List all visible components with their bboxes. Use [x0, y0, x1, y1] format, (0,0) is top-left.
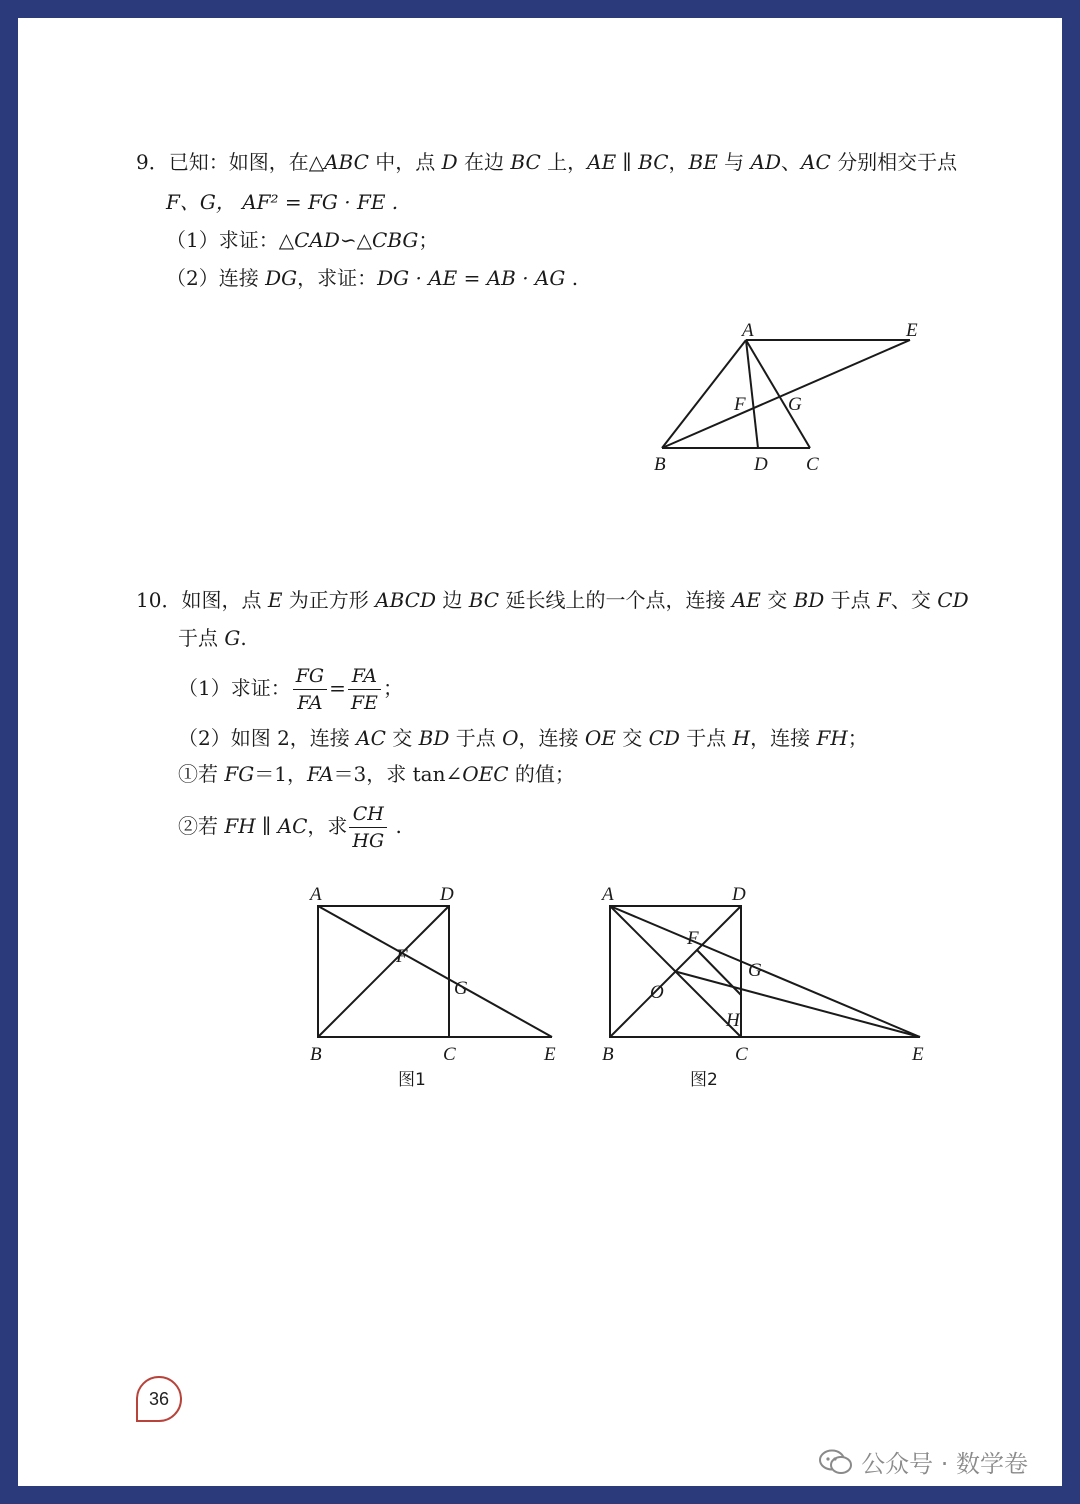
figure-q10-2: [592, 878, 932, 1093]
label-e: E: [912, 1044, 924, 1065]
label-d: D: [440, 884, 454, 905]
q9-part2: （2）连接 DG，求证：DG · AE = AB · AG .: [166, 266, 579, 290]
label-g: G: [748, 960, 762, 981]
label-f: F: [396, 946, 408, 967]
segment-oe: [676, 972, 921, 1038]
figure-caption-2: 图2: [690, 1070, 718, 1090]
q10-line1: 10．如图，点 E 为正方形 ABCD 边 BC 延长线上的一个点，连接 AE 交 BD 于点 F、交 CD: [136, 588, 969, 612]
label-a: A: [742, 320, 754, 341]
label-f: F: [734, 394, 746, 415]
segment-fh: [697, 950, 741, 995]
figure-q10-1: [300, 878, 570, 1093]
segment-ae: [318, 906, 552, 1037]
q9-line2: F、G， AF² = FG · FE .: [166, 190, 399, 214]
fraction-fg-fa: $\frac{FG}{FA}$: [293, 663, 327, 716]
exam-page: [18, 18, 1062, 1486]
label-a: A: [602, 884, 614, 905]
label-g: G: [788, 394, 802, 415]
label-b: B: [602, 1044, 614, 1065]
q10-part2: （2）如图 2，连接 AC 交 BD 于点 O，连接 OE 交 CD 于点 H，连接 FH；: [178, 726, 868, 750]
label-a: A: [310, 884, 322, 905]
label-d: D: [754, 454, 768, 475]
q9-line1: 9．已知：如图，在△ABC 中，点 D 在边 BC 上，AE ∥ BC，BE 与 AD、AC 分别相交于点: [136, 150, 958, 174]
label-f: F: [687, 928, 699, 949]
figure-caption-1: 图1: [398, 1070, 426, 1090]
label-d: D: [732, 884, 746, 905]
label-c: C: [443, 1044, 456, 1065]
label-g: G: [454, 978, 468, 999]
segment-be: [662, 340, 910, 448]
fraction-fa-fe: $\frac{FA}{FE}$: [348, 663, 381, 716]
q10-sub2: ②若 FH ∥ AC，求 $\frac{CH}{HG}$ .: [178, 803, 402, 852]
label-c: C: [806, 454, 819, 475]
q10-sub1: ①若 FG＝1，FA＝3，求 tan∠OEC 的值；: [178, 762, 575, 786]
label-h: H: [726, 1010, 740, 1031]
watermark-text: 公众号 · 数学卷: [861, 1450, 1028, 1478]
label-b: B: [654, 454, 666, 475]
figure-q9: [638, 318, 938, 498]
segment-bd: [318, 906, 449, 1037]
q10-part1: （1）求证： $\frac{FG}{FA}$ = $\frac{FA}{FE}$ ；: [178, 665, 403, 714]
chat-bubble-icon: [819, 1449, 853, 1475]
watermark: [819, 1444, 1028, 1479]
label-e: E: [906, 320, 918, 341]
label-b: B: [310, 1044, 322, 1065]
q10-line2: 于点 G.: [178, 626, 247, 650]
fraction-ch-hg: $\frac{CH}{HG}$: [349, 801, 387, 854]
segment-ae: [610, 906, 920, 1037]
label-c: C: [735, 1044, 748, 1065]
page-number: 36: [136, 1376, 182, 1422]
q9-part1: （1）求证：△CAD∽△CBG；: [166, 228, 439, 252]
label-e: E: [544, 1044, 556, 1065]
label-o: O: [650, 982, 664, 1003]
